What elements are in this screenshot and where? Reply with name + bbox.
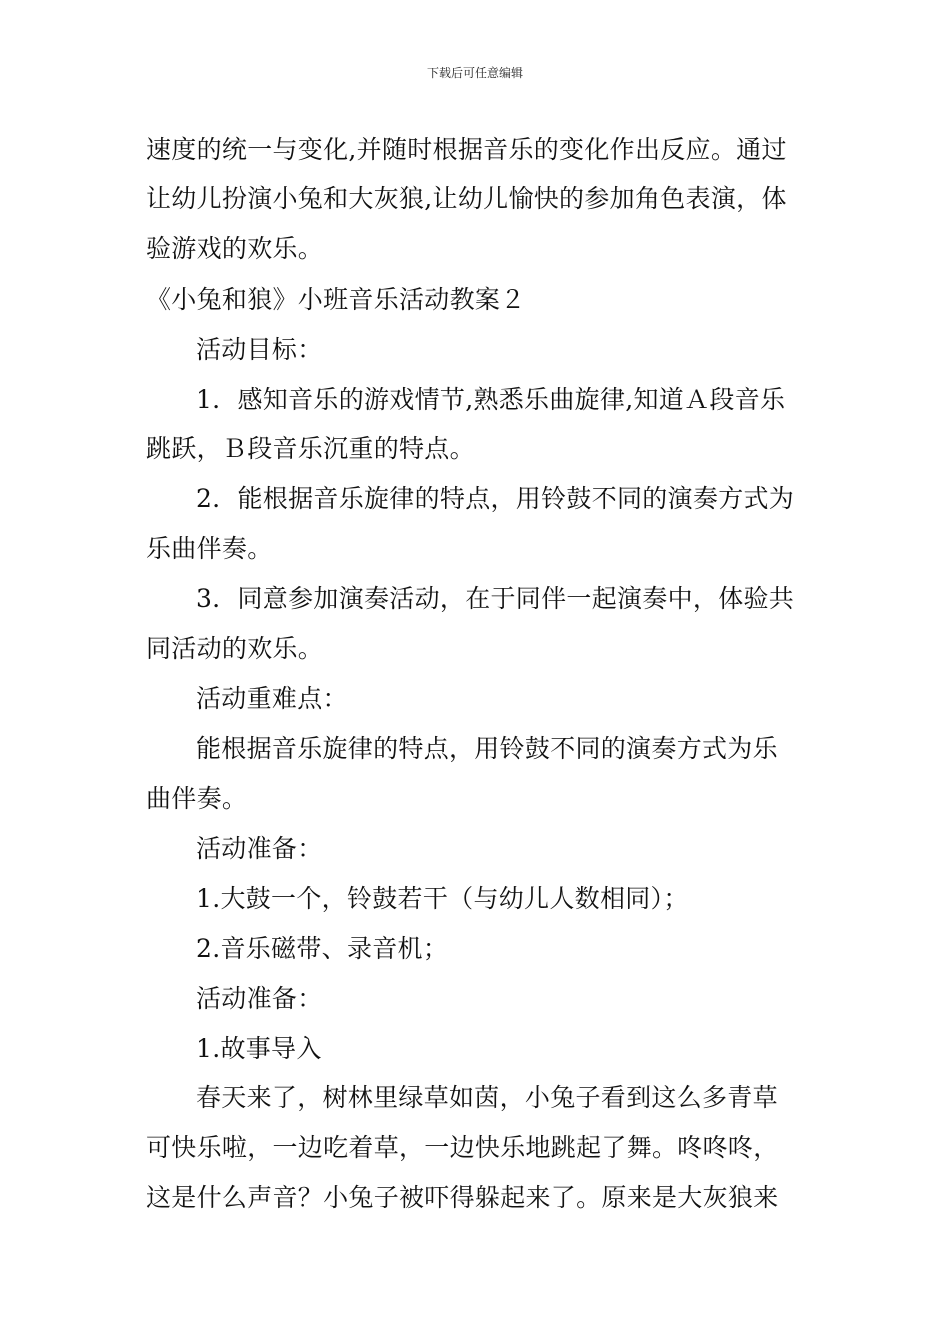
paragraph-line: 可快乐啦，一边吃着草，一边快乐地跳起了舞。咚咚咚， xyxy=(146,1133,779,1162)
paragraph-line: 春天来了，树林里绿草如茵，小兔子看到这么多青草 xyxy=(196,1083,778,1112)
paragraph-line: 1．感知音乐的游戏情节,熟悉乐曲旋律,知道Ａ段音乐 xyxy=(196,385,786,414)
paragraph-line: 能根据音乐旋律的特点，用铃鼓不同的演奏方式为乐 xyxy=(196,734,778,763)
paragraph-line: 让幼儿扮演小兔和大灰狼,让幼儿愉快的参加角色表演，体 xyxy=(146,184,787,213)
paragraph-line: 乐曲伴奏。 xyxy=(146,534,273,563)
paragraph-line: 跳跃，Ｂ段音乐沉重的特点。 xyxy=(146,434,475,463)
paragraph-line: 2．能根据音乐旋律的特点，用铃鼓不同的演奏方式为 xyxy=(196,484,795,513)
paragraph-line: 这是什么声音？小兔子被吓得躲起来了。原来是大灰狼来 xyxy=(146,1183,779,1212)
heading-preparation: 活动准备： xyxy=(196,834,323,863)
paragraph-line: 速度的统一与变化,并随时根据音乐的变化作出反应。通过 xyxy=(146,135,787,164)
paragraph-line: 验游戏的欢乐。 xyxy=(146,234,324,263)
paragraph-line: 同活动的欢乐。 xyxy=(146,634,324,663)
paragraph-line: 曲伴奏。 xyxy=(146,784,248,813)
heading-goals: 活动目标： xyxy=(196,335,323,364)
section-title: 《小兔和狼》小班音乐活动教案２ xyxy=(146,285,526,314)
list-item: 1.故事导入 xyxy=(196,1034,322,1063)
heading-key-points: 活动重难点： xyxy=(196,684,348,713)
heading-preparation: 活动准备： xyxy=(196,984,323,1013)
page-header: 下载后可任意编辑 xyxy=(426,66,523,80)
list-item: 1.大鼓一个，铃鼓若干（与幼儿人数相同）； xyxy=(196,884,689,913)
list-item: 2.音乐磁带、录音机； xyxy=(196,934,449,963)
paragraph-line: 3．同意参加演奏活动，在于同伴一起演奏中，体验共 xyxy=(196,584,795,613)
